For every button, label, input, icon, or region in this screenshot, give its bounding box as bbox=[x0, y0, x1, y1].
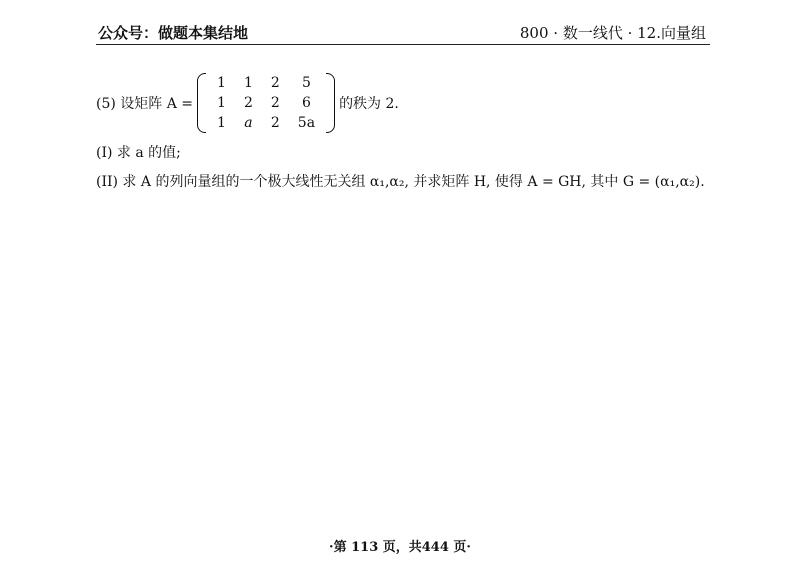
header-left-text: 公众号：做题本集结地 bbox=[98, 24, 249, 42]
matrix-right-bracket bbox=[326, 73, 335, 133]
matrix-cell: 2 bbox=[243, 95, 253, 111]
matrix-left-bracket bbox=[197, 73, 206, 133]
matrix-cell: 1 bbox=[217, 75, 226, 91]
matrix-cell: 1 bbox=[217, 115, 226, 131]
matrix-table bbox=[208, 73, 324, 133]
page-header bbox=[96, 20, 710, 45]
matrix-row bbox=[208, 73, 324, 93]
problem-part-1: (I) 求 a 的值; bbox=[96, 145, 181, 161]
problem-statement bbox=[96, 72, 399, 134]
matrix-a bbox=[197, 73, 335, 133]
page-footer: ·第 113 页，共444 页· bbox=[329, 540, 471, 555]
matrix-cell: 5 bbox=[301, 75, 311, 91]
matrix-row bbox=[208, 93, 324, 113]
matrix-cell: 1 bbox=[243, 75, 253, 91]
problem-suffix: 的秩为 2. bbox=[339, 96, 399, 112]
header-right-text: 800 · 数一线代 · 12.向量组 bbox=[519, 24, 706, 42]
problem-prefix: (5) 设矩阵 A = bbox=[96, 96, 194, 112]
matrix-row bbox=[208, 113, 324, 133]
problem-part-2: (II) 求 A 的列向量组的一个极大线性无关组 α₁,α₂, 并求矩阵 H, 使得 A = GH, 其中 G = (α₁,α₂). bbox=[96, 174, 705, 190]
matrix-cell: 1 bbox=[217, 95, 226, 111]
matrix-cell: 5a bbox=[297, 115, 316, 131]
matrix-cell: 6 bbox=[301, 95, 311, 111]
matrix-cell: 2 bbox=[270, 75, 280, 91]
matrix-cell: 2 bbox=[270, 115, 280, 131]
matrix-cell: a bbox=[244, 115, 253, 131]
matrix-cell: 2 bbox=[270, 95, 280, 111]
